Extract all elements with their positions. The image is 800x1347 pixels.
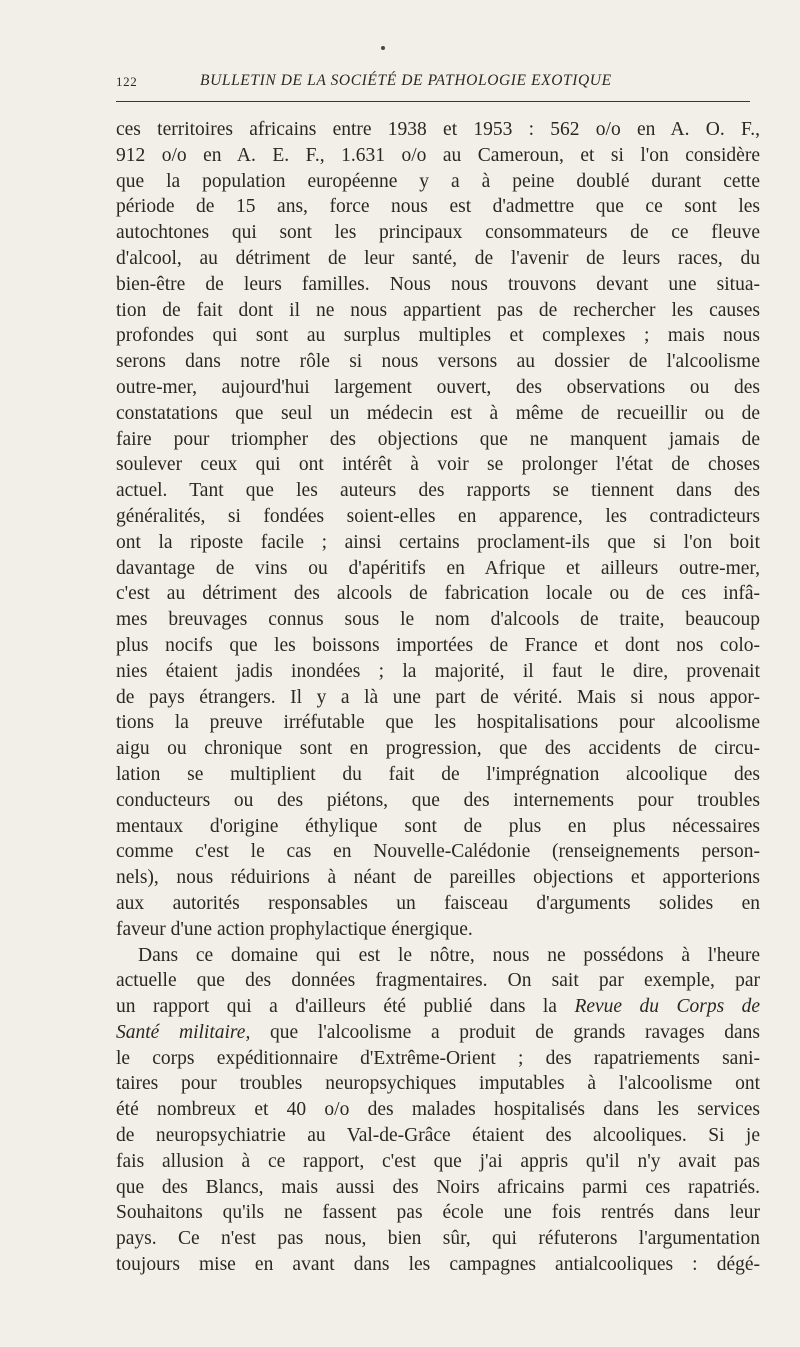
text-line: faveur d'une action prophylactique énergique. <box>116 918 473 940</box>
text-line: aigu ou chronique sont en progression, que des accidents de circu- <box>116 738 760 760</box>
text-line: de pays étrangers. Il y a là une part de vérité. Mais si nous appor- <box>116 686 760 708</box>
text-line <box>116 994 760 1020</box>
text-line: ont la riposte facile ; ainsi certains proclament-ils que si l'on boit <box>116 531 760 553</box>
text-line: bien-être de leurs familles. Nous nous trouvons devant une situa- <box>116 273 760 295</box>
journal-title: BULLETIN DE LA SOCIÉTÉ DE PATHOLOGIE EXOTIQUE <box>200 72 612 89</box>
text-line: tion de fait dont il ne nous appartient pas de rechercher les causes <box>116 299 760 321</box>
text-line: conducteurs ou des piétons, que des internements pour troubles <box>116 789 760 811</box>
text-line <box>116 1020 760 1046</box>
text-line: de neuropsychiatrie au Val-de-Grâce étaient des alcooliques. Si je <box>116 1125 760 1147</box>
journal-citation: Revue du Corps de <box>574 996 760 1018</box>
text-line: 912 o/o en A. E. F., 1.631 o/o au Cameroun, et si l'on considère <box>116 144 760 166</box>
text-line: plus nocifs que les boissons importées de France et dont nos colo- <box>116 634 760 656</box>
text-line: mentaux d'origine éthylique sont de plus en plus nécessaires <box>116 815 760 837</box>
paragraph-2 <box>116 943 760 1278</box>
text-line: ces territoires africains entre 1938 et 1953 : 562 o/o en A. O. F., <box>116 119 760 140</box>
running-header <box>116 72 750 94</box>
text-line: constatations que seul un médecin est à même de recueillir ou de <box>116 402 760 424</box>
text-line: nies étaient jadis inondées ; la majorité, il faut le dire, provenait <box>116 660 760 682</box>
text-line: serons dans notre rôle si nous versons au dossier de l'alcoolisme <box>116 351 760 373</box>
text-line: c'est au détriment des alcools de fabrication locale ou de ces infâ- <box>116 583 760 605</box>
text-line: Dans ce domaine qui est le nôtre, nous ne possédons à l'heure <box>138 944 760 966</box>
text-line: profondes qui sont au surplus multiples et complexes ; mais nous <box>116 325 760 347</box>
text-line: aux autorités responsables un faisceau d'arguments solides en <box>116 892 760 914</box>
text-line: lation se multiplient du fait de l'imprégnation alcoolique des <box>116 763 760 785</box>
text-line: soulever ceux qui ont intérêt à voir se prolonger l'état de choses <box>116 454 760 476</box>
paragraph-1 <box>116 117 760 943</box>
text-line: le corps expéditionnaire d'Extrême-Orient ; des rapatriements sani- <box>116 1047 760 1069</box>
text-line: que la population européenne y a à peine doublé durant cette <box>116 170 760 192</box>
text-segment: que l'alcoolisme a produit de grands ravages dans <box>270 1021 760 1043</box>
text-line: Souhaitons qu'ils ne fassent pas école une fois rentrés dans leur <box>116 1202 760 1224</box>
page-number: 122 <box>116 74 138 89</box>
text-line: tions la preuve irréfutable que les hospitalisations pour alcoolisme <box>116 712 760 734</box>
journal-citation: Santé militaire, <box>116 1021 251 1043</box>
text-line: toujours mise en avant dans les campagnes antialcooliques : dégé- <box>116 1254 760 1276</box>
ink-speck <box>381 46 385 50</box>
text-line: davantage de vins ou d'apéritifs en Afrique et ailleurs outre-mer, <box>116 557 760 579</box>
text-line: fais allusion à ce rapport, c'est que j'ai appris qu'il n'y avait pas <box>116 1150 760 1172</box>
text-line: généralités, si fondées soient-elles en apparence, les contradicteurs <box>116 505 760 527</box>
text-line: d'alcool, au détriment de leur santé, de l'avenir de leurs races, du <box>116 247 760 269</box>
text-line: faire pour triompher des objections que ne manquent jamais de <box>116 428 760 450</box>
text-line: période de 15 ans, force nous est d'admettre que ce sont les <box>116 196 760 218</box>
text-line: actuelle que des données fragmentaires. On sait par exemple, par <box>116 970 760 992</box>
text-line: que des Blancs, mais aussi des Noirs africains parmi ces rapatriés. <box>116 1176 760 1198</box>
text-line: taires pour troubles neuropsychiques imputables à l'alcoolisme ont <box>116 1073 760 1095</box>
text-line: comme c'est le cas en Nouvelle-Calédonie (renseignements person- <box>116 841 760 863</box>
text-line: mes breuvages connus sous le nom d'alcools de traite, beaucoup <box>116 609 760 631</box>
text-line: actuel. Tant que les auteurs des rapports se tiennent dans des <box>116 480 760 502</box>
text-line: autochtones qui sont les principaux consommateurs de ce fleuve <box>116 222 760 244</box>
text-line: pays. Ce n'est pas nous, bien sûr, qui réfuterons l'argumentation <box>116 1228 760 1250</box>
body-text <box>116 117 760 1278</box>
text-line: été nombreux et 40 o/o des malades hospitalisés dans les services <box>116 1099 760 1121</box>
text-segment: un rapport qui a d'ailleurs été publié dans la <box>116 996 557 1018</box>
header-rule <box>116 101 750 102</box>
text-line: outre-mer, aujourd'hui largement ouvert, des observations ou des <box>116 376 760 398</box>
text-line: nels), nous réduirions à néant de pareilles objections et apporterions <box>116 867 760 889</box>
